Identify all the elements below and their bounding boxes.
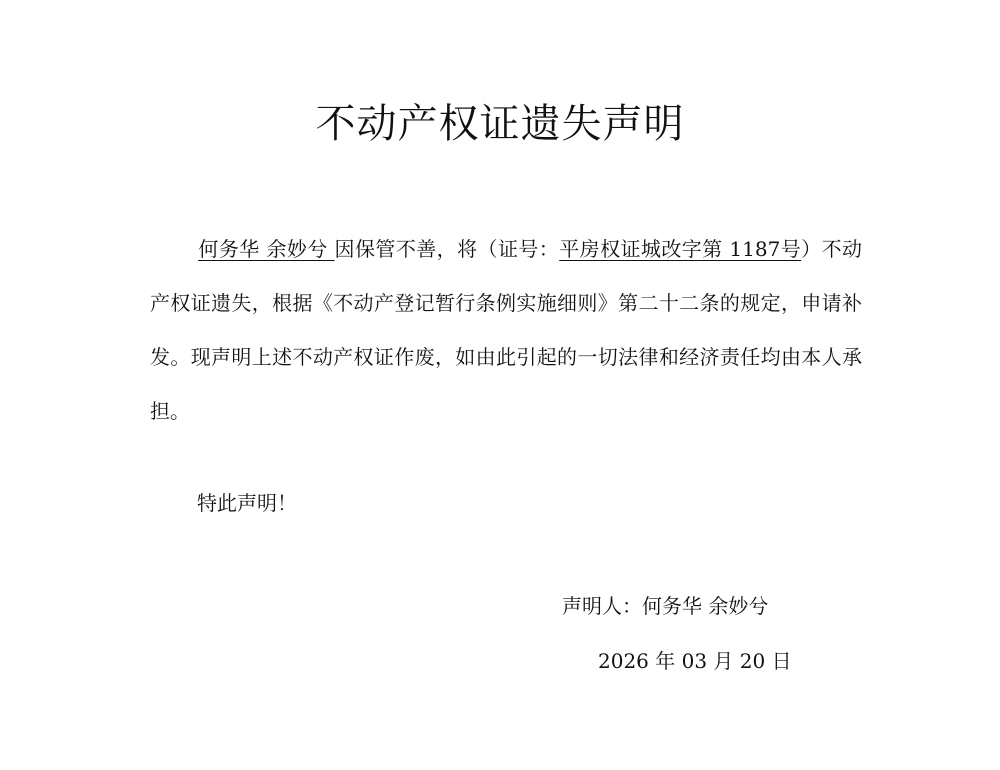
paragraph-text-part-2: ）不动产权证遗失，根据《不动产登记暂行条例实施细则》第二十二条的规定，申请补发。现声明上述不动产权证作废，如由此引起的一切法律和经济责任均由本人承担。 <box>150 237 863 423</box>
signature-line: 声明人：何务华 余妙兮 <box>562 594 769 618</box>
declarant-names: 何务华 余妙兮 <box>198 237 335 261</box>
declaration-date: 2026 年 03 月 20 日 <box>598 649 792 673</box>
closing-statement: 特此声明！ <box>197 491 297 515</box>
declaration-paragraph <box>150 222 862 438</box>
certificate-number: 平房权证城改字第 1187号 <box>559 237 802 261</box>
paragraph-text-part-1: 因保管不善，将（证号： <box>334 237 560 261</box>
document-title: 不动产权证遗失声明 <box>315 101 685 147</box>
